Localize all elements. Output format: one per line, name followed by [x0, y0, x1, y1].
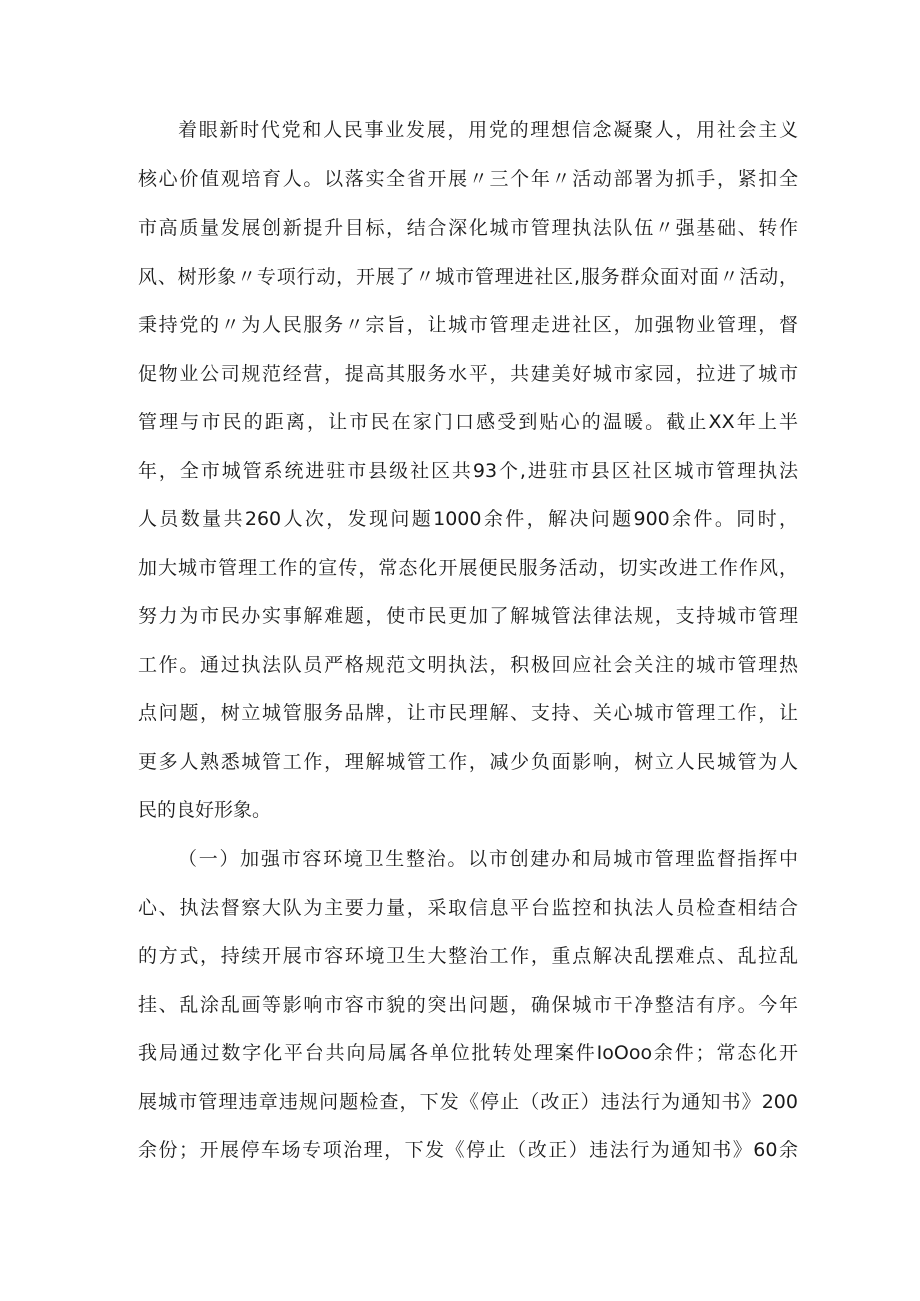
paragraph-1-line-4: 风、树形象〃专项行动，开展了〃城市管理进社区,服务群众面对面〃活动，: [138, 266, 798, 288]
paragraph-1-line-2: 核心价值观培育人。以落实全省开展〃三个年〃活动部署为抓手，紧扣全: [138, 168, 798, 190]
paragraph-1-line-10: 加大城市管理工作的宣传，常态化开展便民服务活动，切实改进工作作风，: [138, 557, 798, 579]
paragraph-1-line-9: 人员数量共260人次，发现问题1000余件，解决问题900余件。同时，: [138, 508, 798, 530]
paragraph-1-line-8: 年，全市城管系统进驻市县级社区共93个,进驻市县区社区城市管理执法: [138, 460, 798, 482]
paragraph-2-line-6: 展城市管理违章违规问题检查，下发《停止（改正）违法行为通知书》200: [138, 1091, 798, 1113]
paragraph-1-line-11: 努力为市民办实事解难题，使市民更加了解城管法律法规，支持城市管理: [138, 605, 798, 627]
paragraph-1-line-6: 促物业公司规范经营，提高其服务水平，共建美好城市家园，拉进了城市: [138, 363, 798, 385]
paragraph-2-line-3: 的方式，持续开展市容环境卫生大整治工作，重点解决乱摆难点、乱拉乱: [138, 945, 798, 967]
paragraph-1-line-5: 秉持党的〃为人民服务〃宗旨，让城市管理走进社区，加强物业管理，督: [138, 314, 798, 336]
paragraph-2-line-5: 我局通过数字化平台共向局属各单位批转处理案件IoOoo余件；常态化开: [138, 1042, 798, 1064]
paragraph-1-line-13: 点问题，树立城管服务品牌，让市民理解、支持、关心城市管理工作，让: [138, 702, 798, 724]
paragraph-2-line-7: 余份；开展停车场专项治理，下发《停止（改正）违法行为通知书》60余: [138, 1139, 798, 1161]
paragraph-1-line-15: 民的良好形象。: [138, 799, 272, 821]
paragraph-1-line-3: 市高质量发展创新提升目标，结合深化城市管理执法队伍〃强基础、转作: [138, 217, 798, 239]
paragraph-1-line-12: 工作。通过执法队员严格规范文明执法，积极回应社会关注的城市管理热: [138, 654, 798, 676]
paragraph-2-line-4: 挂、乱涂乱画等影响市容市貌的突出问题，确保城市干净整洁有序。今年: [138, 994, 798, 1016]
paragraph-1-line-7: 管理与市民的距离，让市民在家门口感受到贴心的温暖。截止XX年上半: [138, 411, 798, 433]
paragraph-1-line-14: 更多人熟悉城管工作，理解城管工作，减少负面影响，树立人民城管为人: [138, 751, 798, 773]
paragraph-2-line-1: （一）加强市容环境卫生整治。以市创建办和局城市管理监督指挥中: [178, 848, 798, 870]
paragraph-2-line-2: 心、执法督察大队为主要力量，采取信息平台监控和执法人员检查相结合: [138, 897, 798, 919]
paragraph-1-line-1: 着眼新时代党和人民事业发展，用党的理想信念凝聚人，用社会主义: [178, 119, 798, 141]
